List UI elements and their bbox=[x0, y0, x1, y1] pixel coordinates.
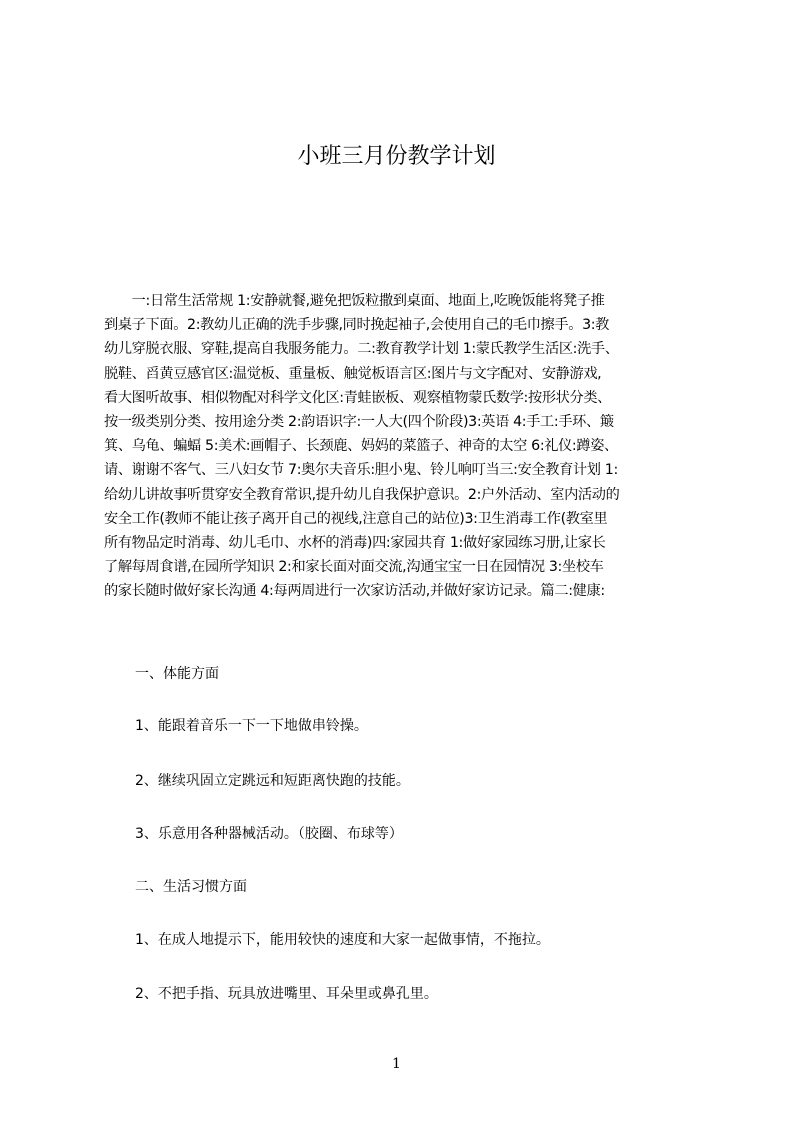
paragraph-line: 给幼儿讲故事听贯穿安全教育常识,提升幼儿自我保护意识。2:户外活动、室内活动的 bbox=[104, 486, 620, 503]
list-item: 1、在成人地提示下，能用较快的速度和大家一起做事情，不拖拉。 bbox=[135, 932, 550, 948]
list-item: 2、不把手指、玩具放进嘴里、耳朵里或鼻孔里。 bbox=[135, 986, 438, 1002]
paragraph-line: 按一级类别分类、按用途分类 2:韵语识字:一人大(四个阶段)3:英语 4:手工:手环、簸 bbox=[104, 413, 614, 430]
section-heading-physical: 一、体能方面 bbox=[135, 666, 219, 682]
paragraph-line: 到桌子下面。2:教幼儿正确的洗手步骤,同时挽起袖子,会使用自己的毛巾擦手。3:教 bbox=[104, 317, 610, 334]
paragraph-line: 安全工作(教师不能让孩子离开自己的视线,注意自己的站位)3:卫生消毒工作(教室里 bbox=[104, 510, 608, 527]
paragraph-line: 看大图听故事、相似物配对科学文化区:青蛙嵌板、观察植物蒙氏数学:按形状分类、 bbox=[104, 389, 612, 406]
paragraph-line: 了解每周食谱,在园所学知识 2:和家长面对面交流,沟通宝宝一日在园情况 3:坐校车 bbox=[104, 559, 604, 576]
paragraph-line: 所有物品定时消毒、幼儿毛巾、水杯的消毒)四:家园共育 1:做好家园练习册,让家长 bbox=[104, 534, 606, 551]
list-item: 2、继续巩固立定跳远和短距离快跑的技能。 bbox=[135, 773, 410, 789]
paragraph-line: 的家长随时做好家长沟通 4:每两周进行一次家访活动,并做好家访记录。篇二:健康: bbox=[104, 583, 605, 600]
paragraph-line: 请、谢谢不客气、三八妇女节 7:奥尔夫音乐:胆小鬼、铃儿响叮当三:安全教育计划 1: bbox=[104, 462, 618, 479]
list-item: 3、乐意用各种器械活动。（胶圈、布球等） bbox=[135, 826, 403, 842]
paragraph-line: 脱鞋、舀黄豆感官区:温觉板、重量板、触觉板语言区:图片与文字配对、安静游戏, bbox=[104, 365, 602, 382]
paragraph-line: 箕、乌龟、蝙蝠 5:美术:画帽子、长颈鹿、妈妈的菜篮子、神奇的太空 6:礼仪:蹲姿、 bbox=[104, 438, 618, 455]
body-paragraph bbox=[104, 289, 700, 603]
page-number: 1 bbox=[392, 1056, 401, 1072]
document-title: 小班三月份教学计划 bbox=[297, 144, 496, 169]
paragraph-line: 幼儿穿脱衣服、穿鞋,提高自我服务能力。二:教育教学计划 1:蒙氏教学生活区:洗手、 bbox=[104, 341, 619, 358]
paragraph-line: 一:日常生活常规 1:安静就餐,避免把饭粒撒到桌面、地面上,吃晚饭能将凳子推 bbox=[104, 293, 605, 309]
section-heading-habits: 二、生活习惯方面 bbox=[135, 879, 247, 895]
list-item: 1、能跟着音乐一下一下地做串铃操。 bbox=[135, 718, 368, 734]
